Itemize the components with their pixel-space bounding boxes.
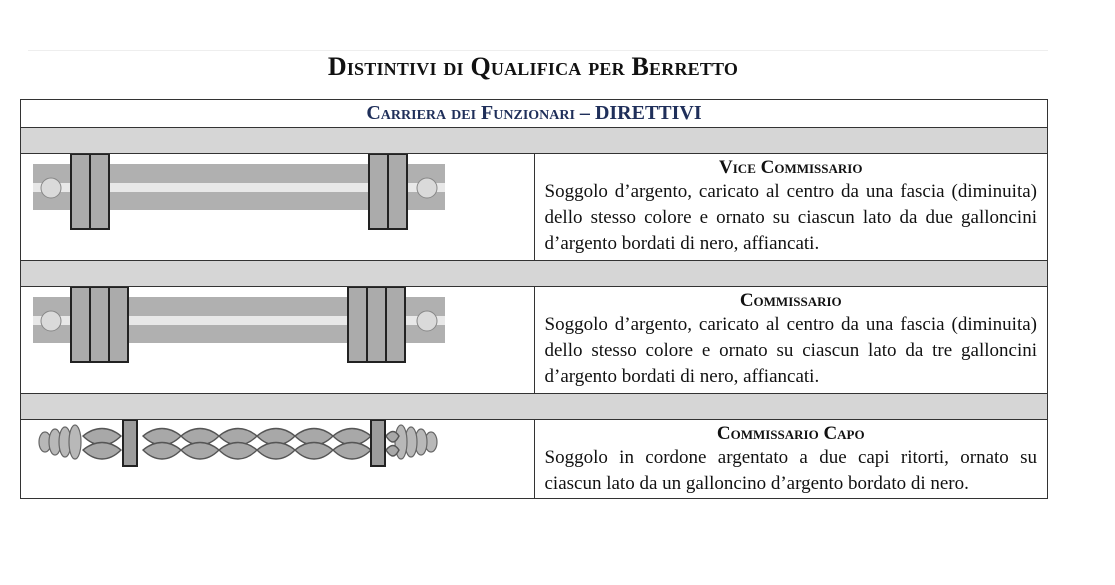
twisted-cord-insignia (31, 420, 451, 498)
rank-name: Vice Commissario (719, 157, 863, 178)
rank-name: Commissario Capo (716, 423, 865, 444)
insignia-image-cell (21, 420, 535, 499)
rank-description: Soggolo in cordone argentato a due capi ritorti, ornato su ciascun lato da un galloncino d’argento bordato di nero. (544, 447, 1037, 494)
strap-two-galloons-insignia (31, 154, 451, 260)
section-header-prefix: Carriera dei Funzionari – (366, 102, 595, 124)
page-title: Distintivi di Qualifica per Berretto (327, 52, 739, 81)
rank-description: Soggolo d’argento, caricato al centro da una fascia (diminuita) dello stesso colore e ornato su ciascun lato da due galloncini d’argento bordati di nero, affiancati. (544, 181, 1037, 254)
table-row (21, 287, 1048, 394)
strap-three-galloons-insignia (31, 287, 451, 393)
rank-description: Soggolo d’argento, caricato al centro da una fascia (diminuita) dello stesso colore e ornato su ciascun lato da tre galloncini d’argento bordati di nero, affiancati. (544, 314, 1037, 387)
separator-row (21, 128, 1048, 154)
separator-row (21, 394, 1048, 420)
rank-description-cell (534, 287, 1048, 394)
rank-description-cell (534, 154, 1048, 261)
insignia-image-cell (21, 154, 535, 261)
section-header (21, 100, 1048, 128)
insignia-image-cell (21, 287, 535, 394)
top-rule (28, 50, 1048, 51)
rank-name: Commissario (739, 290, 842, 311)
rank-description-cell (534, 420, 1048, 499)
table-row (21, 154, 1048, 261)
separator-row (21, 261, 1048, 287)
section-header-emphasis: DIRETTIVI (594, 102, 702, 124)
insignia-table (20, 99, 1048, 499)
table-row (21, 420, 1048, 499)
